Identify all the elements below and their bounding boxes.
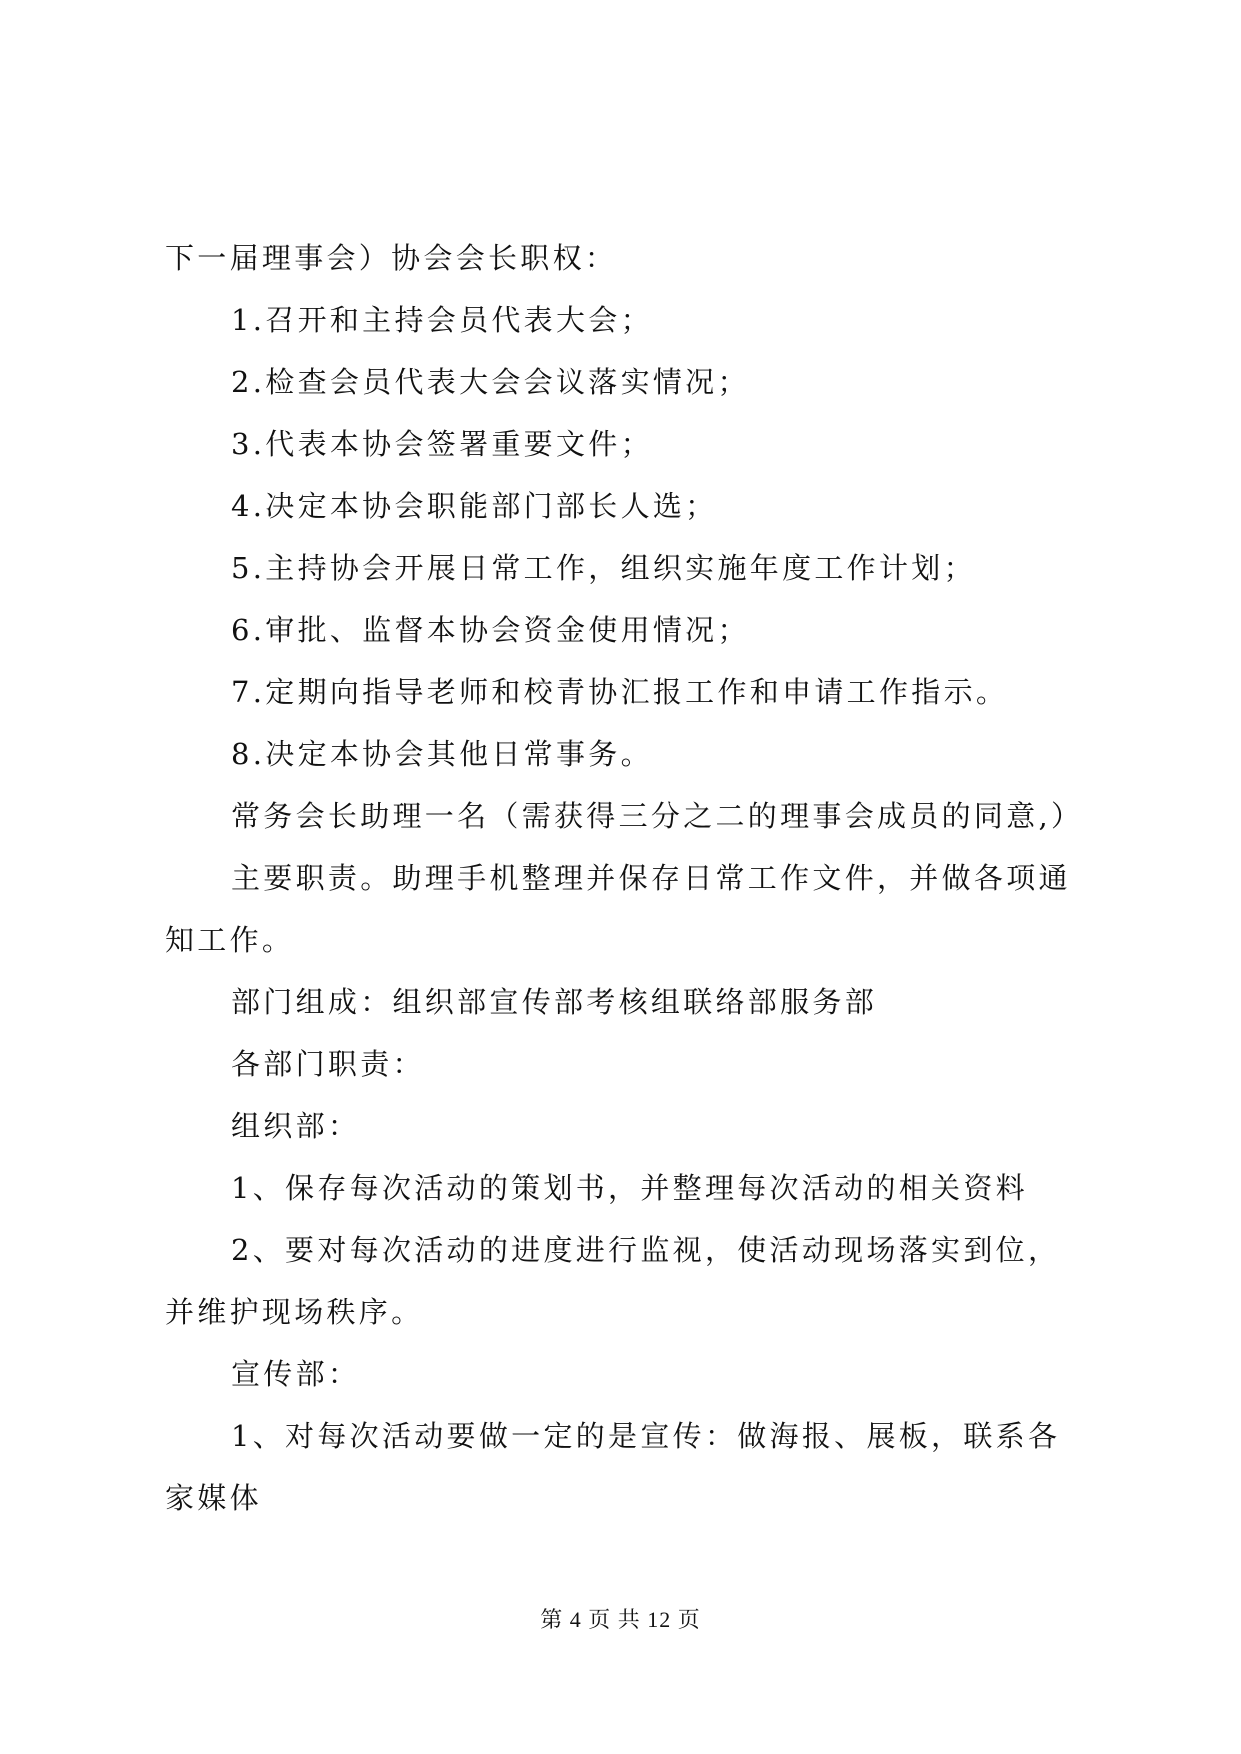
- text-line-1: 下一届理事会）协会会长职权：: [165, 241, 618, 275]
- text-line-20: 1、对每次活动要做一定的是宣传：做海报、展板，联系各: [231, 1419, 1061, 1453]
- text-line-4: 3.代表本协会签署重要文件；: [231, 427, 653, 461]
- text-line-9: 8.决定本协会其他日常事务。: [231, 737, 653, 771]
- text-line-17: 2、要对每次活动的进度进行监视，使活动现场落实到位，: [231, 1233, 1061, 1267]
- text-line-7: 6.审批、监督本协会资金使用情况；: [231, 613, 750, 647]
- text-line-15: 组织部：: [231, 1109, 361, 1143]
- text-line-11: 主要职责。助理手机整理并保存日常工作文件，并做各项通: [231, 861, 1071, 895]
- text-line-6: 5.主持协会开展日常工作，组织实施年度工作计划；: [231, 551, 976, 585]
- text-line-16: 1、保存每次活动的策划书，并整理每次活动的相关资料: [231, 1171, 1028, 1205]
- text-line-10: 常务会长助理一名（需获得三分之二的理事会成员的同意,）: [231, 799, 1084, 833]
- text-line-8: 7.定期向指导老师和校青协汇报工作和申请工作指示。: [231, 675, 1009, 709]
- page-number-footer: 第 4 页 共 12 页: [540, 1607, 701, 1632]
- text-line-19: 宣传部：: [231, 1357, 361, 1391]
- text-line-18: 并维护现场秩序。: [165, 1295, 424, 1329]
- text-line-5: 4.决定本协会职能部门部长人选；: [231, 489, 718, 523]
- text-line-14: 各部门职责：: [231, 1047, 425, 1081]
- text-line-12: 知工作。: [165, 923, 295, 957]
- text-line-3: 2.检查会员代表大会会议落实情况；: [231, 365, 750, 399]
- text-line-13: 部门组成：组织部宣传部考核组联络部服务部: [231, 985, 878, 1019]
- text-line-21: 家媒体: [165, 1481, 262, 1515]
- text-line-2: 1.召开和主持会员代表大会；: [231, 303, 653, 337]
